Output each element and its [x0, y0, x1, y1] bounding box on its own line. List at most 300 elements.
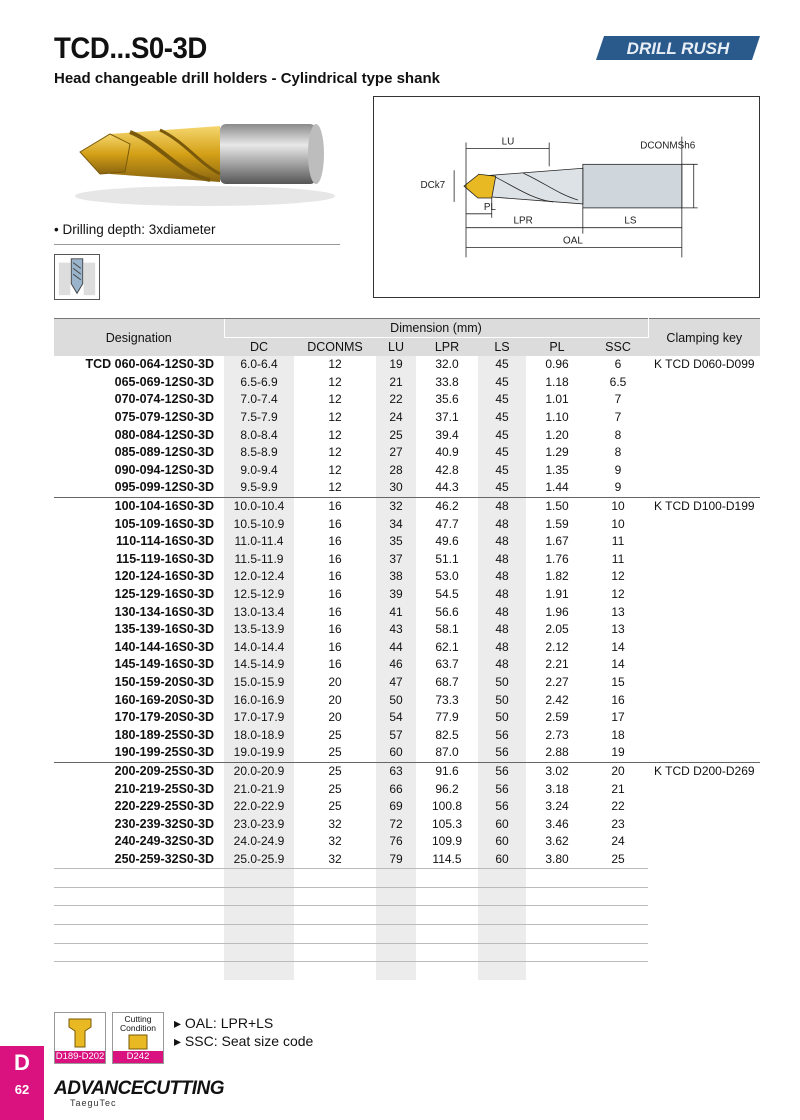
cell-lpr: 62.1 [435, 639, 459, 654]
blank-cell [588, 869, 648, 888]
drill-image [70, 104, 340, 214]
blank-cell [54, 887, 224, 906]
cell-ls: 56 [478, 798, 526, 816]
cell-pl: 3.24 [545, 799, 569, 814]
cell-ssc: 20 [588, 762, 648, 780]
cell-lu: 46 [376, 656, 416, 674]
blank-cell [648, 925, 760, 944]
cell-ls: 45 [478, 479, 526, 497]
cell-pl: 3.02 [526, 762, 588, 780]
cell-ls: 48 [478, 586, 526, 604]
section-tab [0, 1046, 44, 1120]
blank-cell [294, 925, 376, 944]
cell-lu: 41 [376, 603, 416, 621]
notes [174, 1014, 313, 1050]
designation-cell: 160-169-20S0-3D [114, 692, 214, 707]
designation-cell: 220-229-25S0-3D [114, 799, 214, 814]
cell-pl: 3.80 [545, 851, 569, 866]
blank-cell [224, 925, 294, 944]
cell-dc: 8.5-8.9 [224, 444, 294, 462]
cell-ls: 56 [478, 726, 526, 744]
blank-cell [416, 925, 478, 944]
blank-cell [376, 906, 416, 925]
cell-lpr: 63.7 [435, 657, 459, 672]
cell-ssc: 14 [611, 657, 625, 672]
cell-lpr: 68.7 [435, 674, 459, 689]
blank-cell [54, 925, 224, 944]
dimension-diagram [373, 96, 760, 298]
cell-pl: 2.73 [545, 727, 569, 742]
blank-cell [224, 943, 294, 962]
cell-lu: 35 [376, 533, 416, 551]
cell-dconms: 12 [328, 445, 342, 460]
blank-row [54, 906, 760, 925]
cell-dc: 11.5-11.9 [224, 551, 294, 569]
cell-dconms: 16 [328, 639, 342, 654]
cell-lpr: 44.3 [435, 480, 459, 495]
cell-dconms: 20 [328, 692, 342, 707]
blank-cell [526, 869, 588, 888]
cell-lu: 24 [376, 409, 416, 427]
cell-ssc: 15 [611, 674, 625, 689]
cell-dconms: 16 [328, 622, 342, 637]
cell-ssc: 12 [611, 587, 625, 602]
note-ssc: ▸ SSC: Seat size code [174, 1033, 314, 1049]
cell-dc: 16.0-16.9 [224, 691, 294, 709]
blank-cell [294, 943, 376, 962]
cell-ls: 56 [478, 780, 526, 798]
cell-dc: 7.0-7.4 [224, 391, 294, 409]
cell-dconms: 16 [328, 657, 342, 672]
cell-lpr: 96.2 [435, 781, 459, 796]
cell-dconms: 20 [328, 674, 342, 689]
cell-ssc: 25 [611, 851, 625, 866]
table-row [54, 762, 760, 780]
cell-ls: 60 [478, 851, 526, 869]
blank-cell [648, 943, 760, 962]
designation-cell: 080-084-12S0-3D [114, 427, 214, 442]
cond-icon-title: Cutting Condition [120, 1014, 156, 1033]
cell-ls: 48 [478, 621, 526, 639]
cell-dconms: 12 [328, 410, 342, 425]
cell-pl: 2.27 [545, 674, 569, 689]
cell-pl: 1.10 [545, 410, 569, 425]
cell-pl: 1.35 [545, 462, 569, 477]
cell-lpr: 46.2 [416, 497, 478, 515]
cell-ls: 45 [478, 374, 526, 392]
cell-ssc: 7 [614, 410, 622, 425]
blank-cell [478, 906, 526, 925]
cell-ls: 50 [478, 709, 526, 727]
note-oal: ▸ OAL: LPR+LS [174, 1015, 274, 1031]
cell-lu: 66 [376, 780, 416, 798]
clamping-key-cell: K TCD D200-D269 [648, 762, 760, 869]
cell-lpr: 100.8 [431, 799, 463, 814]
cell-dconms: 12 [328, 392, 342, 407]
cell-ssc: 9 [614, 480, 622, 495]
cell-lu: 22 [376, 391, 416, 409]
header-col-pl: PL [526, 338, 588, 357]
blank-cell [376, 925, 416, 944]
cell-lpr: 82.5 [435, 727, 459, 742]
blank-cell [648, 906, 760, 925]
blank-cell [588, 925, 648, 944]
cell-ssc: 6.5 [609, 374, 627, 389]
cell-ssc: 7 [614, 392, 622, 407]
designation-cell: 105-109-16S0-3D [114, 516, 214, 531]
cell-dconms: 16 [328, 551, 342, 566]
cell-pl: 1.59 [545, 516, 569, 531]
cell-ssc: 11 [611, 551, 625, 566]
cell-dc: 19.0-19.9 [224, 744, 294, 762]
cell-dconms: 16 [328, 516, 342, 531]
cell-ls: 48 [478, 639, 526, 657]
cell-pl: 1.01 [545, 392, 569, 407]
designation-cell: 090-094-12S0-3D [114, 462, 214, 477]
clamping-key-cell: K TCD D100-D199 [648, 497, 760, 762]
condition-icon [113, 1033, 163, 1051]
cell-dc: 6.0-6.4 [224, 356, 294, 374]
cell-ssc: 12 [611, 569, 625, 584]
cell-pl: 3.18 [545, 781, 569, 796]
cell-lpr: 37.1 [435, 410, 459, 425]
cell-ls: 48 [478, 656, 526, 674]
cell-dconms: 16 [328, 534, 342, 549]
cell-pl: 2.42 [545, 692, 569, 707]
designation-cell: 145-149-16S0-3D [114, 657, 214, 672]
label-lpr: LPR [513, 215, 533, 227]
cell-lu: 54 [376, 709, 416, 727]
cell-dc: 10.5-10.9 [224, 515, 294, 533]
clamp-icon-label: D189-D202 [55, 1051, 105, 1062]
designation-cell: 180-189-25S0-3D [114, 727, 214, 742]
section-letter: D [14, 1050, 30, 1075]
cell-lpr: 114.5 [432, 851, 462, 866]
cell-pl: 2.59 [545, 710, 569, 725]
blank-cell [648, 887, 760, 906]
key-icon [55, 1013, 105, 1051]
blank-cell [478, 887, 526, 906]
blank-cell [526, 962, 588, 980]
cell-ls: 45 [478, 426, 526, 444]
drilling-depth-note: • Drilling depth: 3xdiameter [54, 222, 216, 237]
page-subtitle: Head changeable drill holders - Cylindrical type shank [54, 70, 440, 87]
cell-lpr: 40.9 [435, 445, 459, 460]
designation-cell: 125-129-16S0-3D [114, 587, 214, 602]
cell-ssc: 11 [611, 534, 625, 549]
cell-lpr: 53.0 [435, 569, 459, 584]
cell-ls: 48 [478, 603, 526, 621]
designation-cell: 200-209-25S0-3D [54, 762, 224, 780]
advance-cutting-logo: ADVANCECUTTING [54, 1078, 224, 1099]
brand-text: DRILL RUSH [626, 39, 730, 58]
designation-cell: 085-089-12S0-3D [114, 445, 214, 460]
cell-lpr: 35.6 [435, 392, 459, 407]
designation-cell: 100-104-16S0-3D [54, 497, 224, 515]
cell-lu: 63 [376, 762, 416, 780]
cell-pl: 1.91 [545, 587, 569, 602]
cell-dconms: 12 [328, 357, 342, 372]
designation-cell: 210-219-25S0-3D [114, 781, 214, 796]
cell-lu: 21 [376, 374, 416, 392]
table-row [54, 356, 760, 374]
cell-pl: 1.76 [545, 551, 569, 566]
cell-ssc: 8 [614, 445, 622, 460]
designation-cell: 140-144-16S0-3D [114, 639, 214, 654]
cell-dconms: 25 [328, 745, 342, 760]
blank-cell [54, 869, 224, 888]
blank-cell [294, 869, 376, 888]
cell-ls: 48 [478, 551, 526, 569]
cell-lu: 19 [376, 356, 416, 374]
blank-cell [224, 869, 294, 888]
blank-cell [526, 887, 588, 906]
cell-ls: 60 [478, 833, 526, 851]
cell-ls: 48 [478, 515, 526, 533]
clamping-key-cell: K TCD D060-D099 [654, 357, 755, 371]
designation-cell: 230-239-32S0-3D [114, 816, 214, 831]
header-col-ls: LS [478, 338, 526, 357]
blank-cell [294, 887, 376, 906]
cell-lu: 38 [376, 568, 416, 586]
cell-dc: 12.5-12.9 [224, 586, 294, 604]
cond-icon-label: D242 [113, 1051, 163, 1063]
designation-cell: 115-119-16S0-3D [116, 551, 214, 566]
cell-pl: 2.05 [545, 622, 569, 637]
cell-ls: 50 [478, 674, 526, 692]
cell-dc: 10.0-10.4 [224, 497, 294, 515]
cell-dconms: 32 [328, 816, 342, 831]
cell-dc: 9.0-9.4 [224, 462, 294, 480]
cell-dc: 24.0-24.9 [224, 833, 294, 851]
cell-lpr: 32.0 [435, 357, 459, 372]
cell-ssc: 6 [614, 357, 622, 372]
cell-pl: 1.50 [526, 497, 588, 515]
cell-lpr: 49.6 [435, 534, 459, 549]
cell-pl: 3.62 [545, 834, 569, 849]
clamping-key-icon[interactable] [54, 1012, 106, 1064]
blank-cell [54, 943, 224, 962]
cutting-condition-icon[interactable] [112, 1012, 164, 1064]
cell-dconms: 16 [328, 604, 342, 619]
cell-ls: 45 [478, 444, 526, 462]
table-row [54, 497, 760, 515]
cell-dc: 25.0-25.9 [224, 851, 294, 869]
cell-lu: 39 [376, 586, 416, 604]
header-col-lu: LU [376, 338, 416, 357]
blank-cell [54, 962, 224, 980]
blank-row [54, 925, 760, 944]
cell-pl: 1.18 [545, 374, 569, 389]
cell-lu: 50 [376, 691, 416, 709]
cell-dconms: 25 [328, 799, 342, 814]
cell-ls: 48 [478, 533, 526, 551]
cell-dconms: 25 [328, 781, 342, 796]
cell-lpr: 54.5 [435, 587, 459, 602]
cell-pl: 1.29 [545, 445, 569, 460]
cell-lpr: 58.1 [435, 622, 459, 637]
cell-ls: 56 [478, 744, 526, 762]
designation-cell: 190-199-25S0-3D [114, 745, 214, 760]
cell-dconms: 12 [328, 462, 342, 477]
cell-pl: 1.44 [545, 480, 569, 495]
cell-lu: 28 [376, 462, 416, 480]
blank-cell [526, 906, 588, 925]
taegutec-logo: TaeguTec [70, 1098, 117, 1108]
spec-table [54, 318, 760, 980]
blank-cell [416, 869, 478, 888]
header-col-ssc: SSC [588, 338, 648, 357]
blank-cell [478, 943, 526, 962]
blank-cell [376, 887, 416, 906]
cell-ls: 45 [478, 356, 526, 374]
cell-ssc: 14 [611, 639, 625, 654]
cell-pl: 1.82 [545, 569, 569, 584]
cell-lpr: 73.3 [435, 692, 459, 707]
blank-cell [588, 943, 648, 962]
cell-ssc: 18 [611, 727, 625, 742]
blank-cell [648, 962, 760, 980]
cell-pl: 3.46 [545, 816, 569, 831]
header-col-dconms: DCONMS [294, 338, 376, 357]
blank-cell [478, 925, 526, 944]
cell-dc: 15.0-15.9 [224, 674, 294, 692]
header-clamping-key: Clamping key [648, 319, 760, 357]
designation-cell: 065-069-12S0-3D [114, 374, 214, 389]
cell-lu: 47 [376, 674, 416, 692]
blank-cell [588, 962, 648, 980]
designation-cell: 150-159-20S0-3D [114, 674, 214, 689]
cell-dc: 14.5-14.9 [224, 656, 294, 674]
blank-cell [376, 869, 416, 888]
label-oal: OAL [563, 235, 583, 247]
designation-cell: 075-079-12S0-3D [114, 410, 214, 425]
blank-cell [224, 906, 294, 925]
cell-pl: 1.67 [545, 534, 569, 549]
cell-lu: 43 [376, 621, 416, 639]
cell-pl: 0.96 [545, 357, 569, 372]
label-dc: DCk7 [420, 180, 446, 192]
blank-cell [416, 887, 478, 906]
cell-lu: 25 [376, 426, 416, 444]
cell-ssc: 19 [611, 745, 625, 760]
cell-dc: 20.0-20.9 [224, 762, 294, 780]
cell-ssc: 9 [614, 462, 622, 477]
cell-dc: 17.0-17.9 [224, 709, 294, 727]
blank-cell [54, 906, 224, 925]
cell-ls: 60 [478, 815, 526, 833]
cell-lu: 72 [376, 815, 416, 833]
cell-dconms: 12 [328, 480, 342, 495]
label-lu: LU [501, 136, 515, 148]
cell-dc: 12.0-12.4 [224, 568, 294, 586]
label-ls: LS [624, 215, 637, 227]
cell-dconms: 16 [328, 569, 342, 584]
cell-ssc: 17 [611, 710, 625, 725]
header-col-lpr: LPR [416, 338, 478, 357]
cell-pl: 2.88 [545, 745, 569, 760]
cell-lpr: 56.6 [435, 604, 459, 619]
designation-cell: 095-099-12S0-3D [114, 480, 214, 495]
designation-cell: 170-179-20S0-3D [114, 710, 214, 725]
blank-cell [224, 887, 294, 906]
cell-ls: 50 [478, 691, 526, 709]
blank-cell [376, 962, 416, 980]
cell-lpr: 47.7 [435, 516, 459, 531]
cell-ls: 48 [478, 568, 526, 586]
cell-dc: 11.0-11.4 [224, 533, 294, 551]
header-dimension: Dimension (mm) [224, 319, 648, 338]
cell-dc: 9.5-9.9 [224, 479, 294, 497]
designation-cell: 120-124-16S0-3D [114, 569, 214, 584]
drilling-depth-icon [54, 254, 100, 300]
cell-lu: 32 [376, 497, 416, 515]
cell-ssc: 10 [611, 516, 625, 531]
cell-lu: 30 [376, 479, 416, 497]
cell-dc: 13.0-13.4 [224, 603, 294, 621]
cell-lpr: 33.8 [435, 374, 459, 389]
cell-lu: 69 [376, 798, 416, 816]
cell-pl: 1.20 [545, 427, 569, 442]
designation-cell: 240-249-32S0-3D [114, 834, 214, 849]
drill-rush-logo [596, 34, 760, 64]
cell-lu: 60 [376, 744, 416, 762]
designation-cell: 135-139-16S0-3D [114, 622, 214, 637]
cell-pl: 2.21 [545, 657, 569, 672]
cell-lu: 37 [376, 551, 416, 569]
cell-dc: 23.0-23.9 [224, 815, 294, 833]
cell-ssc: 24 [611, 834, 625, 849]
cell-dc: 22.0-22.9 [224, 798, 294, 816]
page-number: 62 [14, 1082, 30, 1097]
cell-lu: 34 [376, 515, 416, 533]
blank-cell [588, 887, 648, 906]
designation-cell: 110-114-16S0-3D [116, 534, 214, 549]
blank-cell [416, 906, 478, 925]
cell-ssc: 22 [611, 799, 625, 814]
cell-ssc: 16 [611, 692, 625, 707]
cell-dc: 13.5-13.9 [224, 621, 294, 639]
blank-cell [416, 943, 478, 962]
blank-cell [588, 906, 648, 925]
cell-ssc: 21 [611, 781, 625, 796]
blank-row [54, 943, 760, 962]
cell-pl: 2.12 [545, 639, 569, 654]
cell-ssc: 23 [611, 816, 625, 831]
cell-ssc: 10 [588, 497, 648, 515]
cell-dconms: 16 [328, 587, 342, 602]
designation-cell: 250-259-32S0-3D [114, 851, 214, 866]
cell-ls: 56 [478, 762, 526, 780]
blank-cell [526, 925, 588, 944]
cell-lpr: 42.8 [435, 462, 459, 477]
header-designation: Designation [54, 319, 224, 357]
cell-lpr: 39.4 [435, 427, 459, 442]
designation-cell: TCD 060-064-12S0-3D [85, 357, 214, 372]
cell-dconms: 16 [294, 497, 376, 515]
cell-ls: 45 [478, 462, 526, 480]
cell-dc: 7.5-7.9 [224, 409, 294, 427]
cell-dconms: 20 [328, 710, 342, 725]
label-pl: PL [483, 201, 496, 213]
cell-ls: 45 [478, 391, 526, 409]
cell-dc: 18.0-18.9 [224, 726, 294, 744]
blank-cell [478, 869, 526, 888]
cell-lpr: 105.3 [431, 816, 463, 831]
cell-lu: 76 [376, 833, 416, 851]
cell-lu: 44 [376, 639, 416, 657]
blank-cell [294, 962, 376, 980]
